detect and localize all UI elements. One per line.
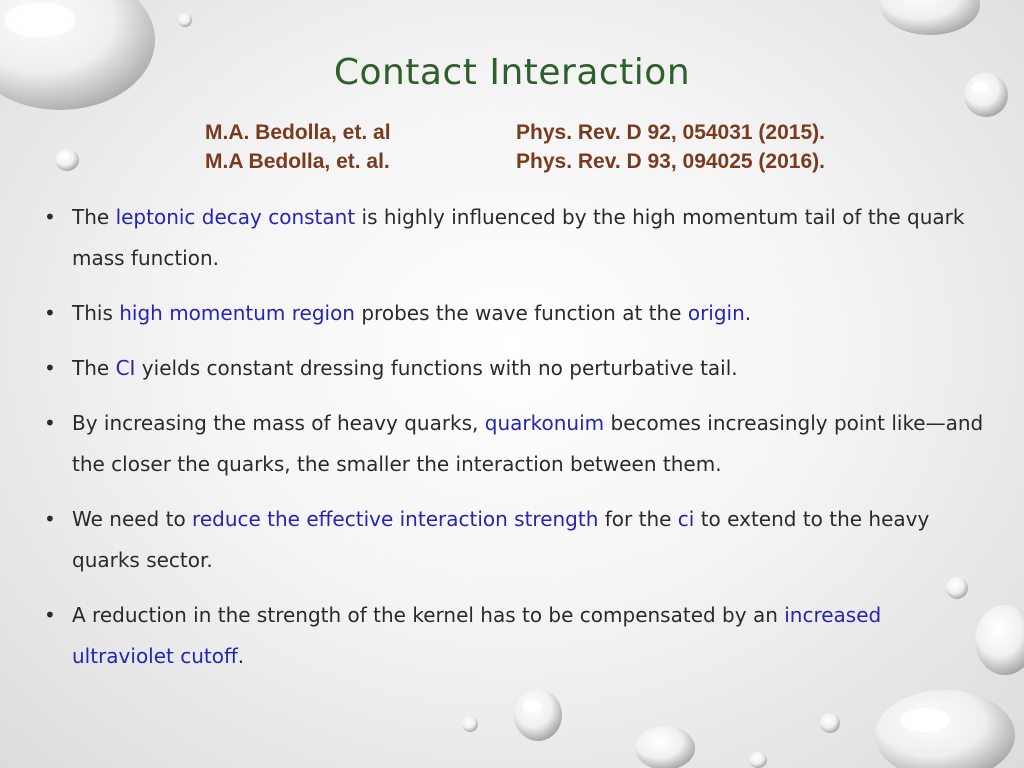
drop-tiny-left xyxy=(178,13,192,27)
bullet-text: yields constant dressing functions with no perturbative tail. xyxy=(135,356,738,380)
bullet-highlight: increased ultraviolet cutoff xyxy=(72,603,882,668)
drop-bottom-center xyxy=(462,689,840,768)
bullet-text: The xyxy=(72,205,116,229)
reference-citation: Phys. Rev. D 92, 054031 (2015). xyxy=(516,121,825,144)
reference-citation: Phys. Rev. D 93, 094025 (2016). xyxy=(516,150,825,173)
bullet-list xyxy=(44,197,984,691)
bullet-dot: • xyxy=(44,507,56,531)
bullet-text: We need to xyxy=(72,507,193,531)
bullet-text: . xyxy=(237,644,245,668)
bullet-text: to extend to the heavy quarks sector. xyxy=(72,507,930,572)
bullet-text: becomes increasingly point like—and the closer the quarks, the smaller the interaction between them. xyxy=(72,411,984,476)
bullet-text: A reduction in the strength of the kernel has to be compensated by an xyxy=(72,603,785,627)
bullet-highlight: quarkonuim xyxy=(484,411,605,435)
slide-title: Contact Interaction xyxy=(333,52,691,93)
bullet-item xyxy=(44,293,984,334)
bullet-highlight: CI xyxy=(115,356,136,380)
drop-top-right xyxy=(880,0,980,35)
bullet-item xyxy=(44,197,984,279)
bullet-text: The xyxy=(72,356,116,380)
bullet-item xyxy=(44,403,984,485)
bullet-text: This xyxy=(72,301,120,325)
bullet-highlight: reduce the effective interaction strength xyxy=(192,507,599,531)
bullet-highlight: origin xyxy=(687,301,745,325)
bullet-dot: • xyxy=(44,356,56,380)
bullet-text: for the xyxy=(598,507,678,531)
bullet-highlight: high momentum region xyxy=(119,301,355,325)
bullet-item xyxy=(44,499,984,581)
bullet-text: By increasing the mass of heavy quarks, xyxy=(72,411,485,435)
reference-authors: M.A. Bedolla, et. al xyxy=(205,121,391,144)
bullet-text: probes the wave function at the xyxy=(355,301,688,325)
drop-small-left xyxy=(55,149,79,171)
reference-authors: M.A Bedolla, et. al. xyxy=(205,150,390,173)
bullet-item xyxy=(44,348,984,389)
bullet-item xyxy=(44,595,984,677)
bullet-dot: • xyxy=(44,603,56,627)
bullet-highlight: ci xyxy=(677,507,695,531)
bullet-dot: • xyxy=(44,411,56,435)
bullet-text: . xyxy=(744,301,752,325)
references xyxy=(205,121,825,179)
bullet-text: is highly influenced by the high momentum tail of the quark mass function. xyxy=(72,205,965,270)
bullet-dot: • xyxy=(44,205,56,229)
reference-row xyxy=(205,121,825,150)
reference-row xyxy=(205,150,825,179)
bullet-highlight: leptonic decay constant xyxy=(115,205,356,229)
bullet-dot: • xyxy=(44,301,56,325)
